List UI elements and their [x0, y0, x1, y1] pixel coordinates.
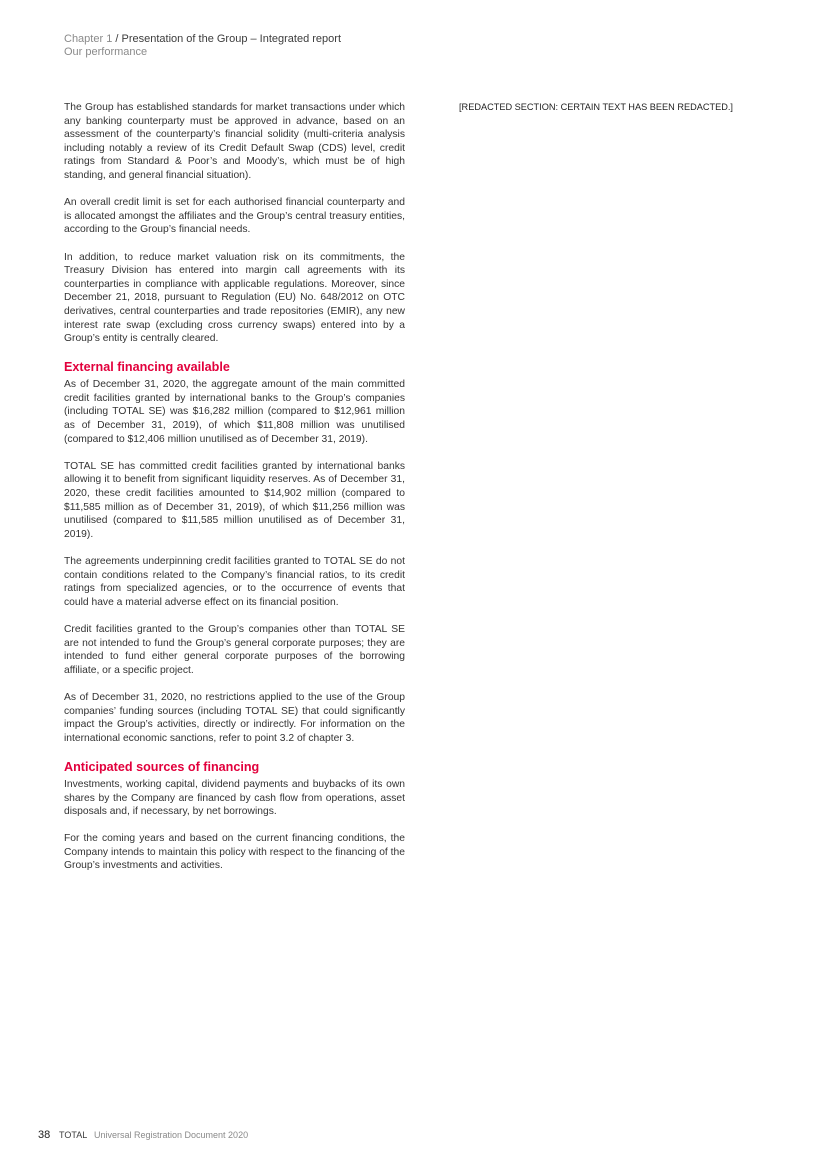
- paragraph-financing-sources: Investments, working capital, dividend payments and buybacks of its own shares by the Company are financed by cash flow from operations, asset disposals and, if necessary, by net borrowings.: [64, 778, 405, 818]
- page-number: 38: [38, 1129, 51, 1141]
- paragraph-margin-call: In addition, to reduce market valuation risk on its commitments, the Treasury Division has entered into margin call agreements with its counterparties in compliance with applicable regulations. Moreover, since December 21, 2018, pursuant to Regulation (EU) No. 648/2012 on OTC derivatives, central counterparties and trade repositories (EMIR), any new interest rate swap (excluding cross currency swaps) entered into by a Group’s entity is centrally cleared.: [64, 251, 405, 345]
- footer-document-title: Universal Registration Document 2020: [94, 1130, 249, 1140]
- heading-anticipated-sources: Anticipated sources of financing: [64, 759, 260, 774]
- page-footer: [38, 1129, 248, 1142]
- section-title: Our performance: [64, 46, 148, 58]
- paragraph-agreements-conditions: The agreements underpinning credit facilities granted to TOTAL SE do not contain conditions related to the Company’s financial ratios, to its credit ratings from specialized agencies, or to the occurrence of events that could have a material adverse effect on its financial position.: [64, 556, 405, 608]
- paragraph-counterparty-standards: The Group has established standards for market transactions under which any banking counterparty must be approved in advance, based on an assessment of the counterparty’s financial solidity (multi-criteria analysis including notably a review of its Credit Default Swap (CDS) level, credit ratings from Standard & Poor’s and Moody’s, which must be of high standing, and general financial situation).: [64, 102, 405, 181]
- paragraph-funding-restrictions: As of December 31, 2020, no restrictions applied to the use of the Group companies’ funding sources (including TOTAL SE) that could significantly impact the Group’s activities, directly or indirectly. For information on the international economic sanctions, refer to point 3.2 of chapter 3.: [64, 691, 405, 744]
- chapter-title: / Presentation of the Group – Integrated report: [112, 33, 342, 45]
- main-text-column: [64, 101, 405, 887]
- paragraph-financing-policy: For the coming years and based on the current financing conditions, the Company intends to maintain this policy with respect to the financing of the Group’s investments and activities.: [64, 833, 405, 872]
- paragraph-committed-credit-facilities: As of December 31, 2020, the aggregate amount of the main committed credit facilities granted by international banks to the Group’s companies (including TOTAL SE) was $16,282 million (compared to $12,961 million as of December 31, 2019), of which $11,808 million was unutilised (compared to $12,406 million unutilised as of December 31, 2019).: [64, 379, 405, 445]
- paragraph-total-se-facilities: TOTAL SE has committed credit facilities granted by international banks allowing it to benefit from significant liquidity reserves. As of December 31, 2020, these credit facilities amounted to $14,902 million (compared to $11,585 million as of December 31, 2019), of which $11,256 million was unutilised (compared to $11,585 million unutilised as of December 31, 2019).: [64, 460, 405, 540]
- redacted-note: [REDACTED SECTION: CERTAIN TEXT HAS BEEN REDACTED.]: [459, 102, 733, 112]
- paragraph-credit-limit: An overall credit limit is set for each authorised financial counterparty and is allocated amongst the affiliates and the Group’s central treasury entities, according to the Group’s financial needs.: [64, 197, 405, 236]
- chapter-label: Chapter 1: [64, 33, 113, 45]
- heading-external-financing: External financing available: [64, 360, 230, 375]
- footer-brand: TOTAL: [59, 1130, 88, 1140]
- paragraph-other-companies-facilities: Credit facilities granted to the Group’s companies other than TOTAL SE are not intended to fund the Group’s general corporate purposes; they are intended to fund either general corporate purposes of the borrowing affiliate, or a specific project.: [64, 623, 405, 676]
- running-header: [64, 33, 341, 59]
- chapter-title-line: [64, 33, 341, 46]
